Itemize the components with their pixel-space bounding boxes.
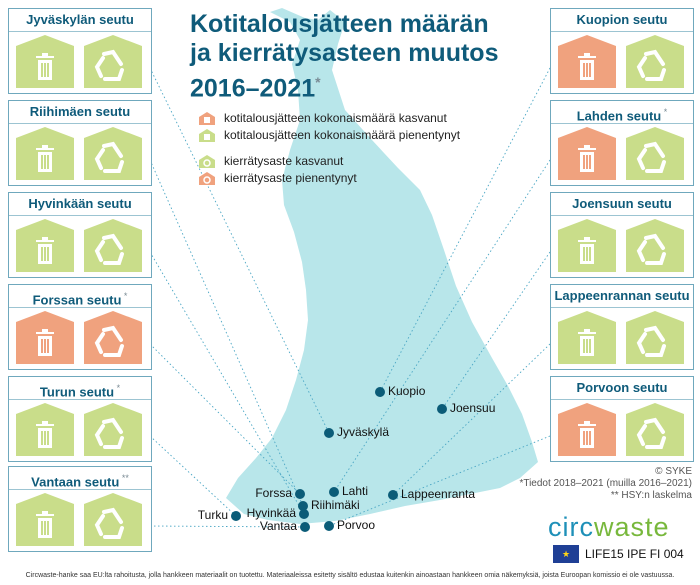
- region-name: Lappeenrannan seutu: [551, 285, 693, 308]
- region-box: [550, 284, 694, 370]
- funding-disclaimer: Circwaste-hanke saa EU:lta rahoitusta, jolla hankkeen materiaalit on tuotettu. Materiaaleissa esitetty sisältö edustaa kuitenkin ainoastaan hankkeen omia näkemyksiä, joista Euroopan komissio ei ole vastuussa.: [25, 572, 675, 579]
- recycling-icon: [84, 311, 142, 364]
- waste-bin-icon: [16, 311, 74, 364]
- city-dot: [231, 511, 241, 521]
- region-box: [8, 192, 152, 278]
- recycling-icon: [626, 35, 684, 88]
- region-name: Jyväskylän seutu: [9, 9, 151, 32]
- waste-bin-icon: [558, 403, 616, 456]
- region-name: Porvoon seutu: [551, 377, 693, 400]
- region-name: Turun seutu *: [9, 377, 151, 400]
- city-dot: [324, 521, 334, 531]
- city-label: Lappeenranta: [401, 487, 476, 501]
- city-label: Joensuu: [450, 401, 496, 415]
- region-name: Vantaan seutu **: [9, 467, 151, 490]
- waste-bin-icon: [558, 127, 616, 180]
- city-label: Porvoo: [337, 518, 376, 532]
- city-dot: [324, 428, 334, 438]
- city-label: Forssa: [255, 486, 292, 500]
- life-code: LIFE15 IPE FI 004: [585, 547, 684, 561]
- waste-bin-icon: [16, 403, 74, 456]
- leader-line: [150, 436, 236, 516]
- hsy-note: ** HSY:n laskelma: [610, 490, 692, 501]
- region-name: Kuopion seutu: [551, 9, 693, 32]
- region-name: Riihimäen seutu: [9, 101, 151, 124]
- city-label: Hyvinkää: [246, 506, 296, 520]
- city-label: Jyväskylä: [337, 425, 390, 439]
- recycling-icon: [84, 127, 142, 180]
- title-line-2: ja kierrätysasteen muutos: [190, 39, 499, 67]
- city-label: Riihimäki: [311, 498, 360, 512]
- city-dot: [299, 509, 309, 519]
- waste-bin-icon: [16, 493, 74, 546]
- recycling-icon: [84, 35, 142, 88]
- recycling-icon: [84, 219, 142, 272]
- region-name: Joensuun seutu: [551, 193, 693, 216]
- legend-waste-up: kotitalousjätteen kokonaismäärä kasvanut: [196, 110, 447, 126]
- region-name: Lahden seutu *: [551, 101, 693, 124]
- region-box: [8, 284, 152, 370]
- circwaste-logo: circwaste: [548, 512, 670, 542]
- legend-recycle-up: kierrätysaste kasvanut: [196, 153, 343, 169]
- city-dot: [300, 522, 310, 532]
- legend-recycle-down: kierrätysaste pienentynyt: [196, 170, 357, 186]
- region-name: Forssan seutu *: [9, 285, 151, 308]
- recycling-icon: [626, 127, 684, 180]
- title-line-1: Kotitalousjätteen määrän: [190, 10, 489, 38]
- waste-bin-icon: [558, 311, 616, 364]
- city-label: Turku: [197, 508, 228, 522]
- city-dot: [388, 490, 398, 500]
- recycling-icon: [84, 493, 142, 546]
- region-box: [8, 8, 152, 94]
- city-dot: [295, 489, 305, 499]
- eu-flag-icon: ★: [553, 545, 579, 563]
- waste-bin-icon: [558, 219, 616, 272]
- leader-line: [150, 344, 300, 494]
- city-dot: [437, 404, 447, 414]
- waste-bin-icon: [16, 127, 74, 180]
- region-box: [8, 100, 152, 186]
- region-box: [550, 8, 694, 94]
- title-footnote-mark: *: [315, 74, 321, 90]
- waste-bin-icon: [16, 35, 74, 88]
- recycling-icon: [626, 311, 684, 364]
- waste-bin-icon: [558, 35, 616, 88]
- footnotes: [519, 466, 692, 502]
- region-box: [8, 466, 152, 552]
- city-label: Vantaa: [259, 519, 297, 533]
- region-box: [550, 100, 694, 186]
- data-years-note: *Tiedot 2018–2021 (muilla 2016–2021): [519, 478, 692, 489]
- region-box: [550, 192, 694, 278]
- city-label: Lahti: [342, 484, 369, 498]
- copyright-syke: © SYKE: [655, 466, 692, 477]
- city-dot: [375, 387, 385, 397]
- legend-waste-down: kotitalousjätteen kokonaismäärä pienentynyt: [196, 127, 460, 143]
- map-title: [190, 10, 530, 103]
- recycling-icon: [626, 219, 684, 272]
- region-box: [550, 376, 694, 462]
- recycling-icon: [84, 403, 142, 456]
- city-dot: [329, 487, 339, 497]
- title-line-3: 2016–2021: [190, 74, 316, 103]
- waste-bin-icon: [16, 219, 74, 272]
- region-name: Hyvinkään seutu: [9, 193, 151, 216]
- region-box: [8, 376, 152, 462]
- life-programme: [553, 545, 684, 563]
- city-label: Kuopio: [388, 384, 426, 398]
- recycling-icon: [626, 403, 684, 456]
